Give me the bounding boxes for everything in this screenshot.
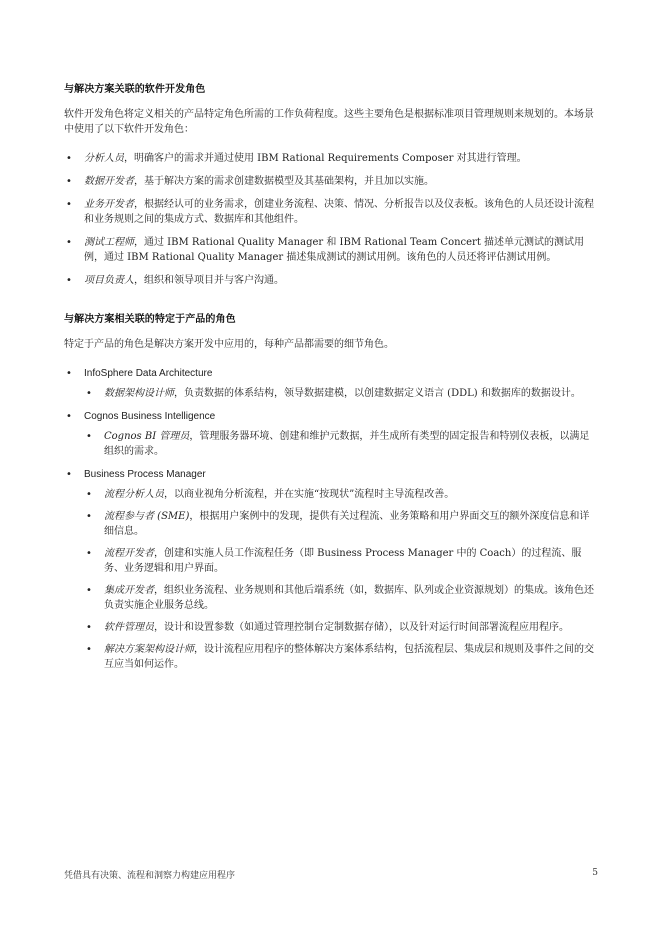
list-item <box>84 509 598 539</box>
role-name: 数据架构设计师 <box>104 388 174 399</box>
section-intro-product-roles: 特定于产品的角色是解决方案开发中应用的，每种产品都需要的细节角色。 <box>64 339 394 350</box>
footer-title: 凭借具有决策、流程和洞察力构建应用程序 <box>64 871 236 881</box>
list-item <box>84 642 598 672</box>
list-item <box>84 487 598 502</box>
product-item <box>64 467 598 672</box>
list-item <box>64 174 598 189</box>
role-name: 流程分析人员 <box>104 489 164 500</box>
role-description: ，根据用户案例中的发现，提供有关过程流、业务策略和用户界面交互的额外深度信息和详细信息。 <box>104 511 590 537</box>
product-item <box>64 366 598 401</box>
role-name: 流程开发者 <box>104 548 154 559</box>
role-description: ，组织和领导项目并与客户沟通。 <box>134 275 284 286</box>
role-description: ，以商业视角分析流程，并在实施“按现状”流程时主导流程改善。 <box>164 489 455 500</box>
role-description: ，设计流程应用程序的整体解决方案体系结构，包括流程层、集成层和规则及事件之间的交互应当如何运作。 <box>104 644 594 670</box>
product-name: Business Process Manager <box>84 469 206 480</box>
page-footer <box>64 868 598 881</box>
list-item <box>84 546 598 576</box>
role-name: 集成开发者 <box>104 585 154 596</box>
role-description: ，创建和实施人员工作流程任务（即 Business Process Manager 中的 Coach）的过程流、服务、业务逻辑和用户界面。 <box>104 548 582 574</box>
list-item <box>64 235 598 265</box>
list-item <box>64 151 598 166</box>
list-item <box>64 273 598 288</box>
role-name: 测试工程师 <box>84 237 134 248</box>
list-item <box>84 620 598 635</box>
role-description: ，负责数据的体系结构，领导数据建模，以创建数据定义语言 (DDL) 和数据库的数据设计。 <box>174 388 581 399</box>
role-name: 项目负责人 <box>84 275 134 286</box>
list-item <box>84 429 598 459</box>
dev-roles-list <box>64 151 598 288</box>
section-heading-dev-roles: 与解决方案关联的软件开发角色 <box>64 84 206 95</box>
role-description: ，明确客户的需求并通过使用 IBM Rational Requirements Composer 对其进行管理。 <box>124 153 527 164</box>
role-description: ，通过 IBM Rational Quality Manager 和 IBM Rational Team Concert 描述单元测试的测试用例，通过 IBM Rational Quality Manager 描述集成测试的测试用例。该角色的人员还将评估测试用例。 <box>84 237 585 263</box>
product-role-list <box>84 487 598 672</box>
role-description: ，根据经认可的业务需求，创建业务流程、决策、情况、分析报告以及仪表板。该角色的人员还设计流程和业务规则之间的集成方式、数据库和其他组件。 <box>84 199 594 225</box>
role-name: 软件管理员 <box>104 622 154 633</box>
role-name: 解决方案架构设计师 <box>104 644 194 655</box>
product-list <box>64 366 598 672</box>
section-intro-dev-roles: 软件开发角色将定义相关的产品特定角色所需的工作负荷程度。这些主要角色是根据标准项目管理规则来规划的。本场景中使用了以下软件开发角色： <box>64 109 594 135</box>
product-item <box>64 409 598 459</box>
list-item <box>84 583 598 613</box>
page-number: 5 <box>592 868 598 878</box>
list-item <box>84 386 598 401</box>
role-name: Cognos BI 管理员 <box>104 431 190 442</box>
role-description: ，管理服务器环境、创建和维护元数据，并生成所有类型的固定报告和特别仪表板，以满足组织的需求。 <box>104 431 590 457</box>
role-description: ，设计和设置参数（如通过管理控制台定制数据存储），以及针对运行时间部署流程应用程序。 <box>154 622 569 633</box>
role-description: ，基于解决方案的需求创建数据模型及其基础架构，并且加以实施。 <box>134 176 434 187</box>
section-heading-product-roles: 与解决方案相关联的特定于产品的角色 <box>64 314 236 325</box>
role-name: 业务开发者 <box>84 199 134 210</box>
product-role-list <box>84 386 598 401</box>
product-role-list <box>84 429 598 459</box>
role-name: 流程参与者 (SME) <box>104 511 190 522</box>
role-name: 分析人员 <box>84 153 124 164</box>
product-name: InfoSphere Data Architecture <box>84 368 213 379</box>
page-content <box>64 80 598 680</box>
product-name: Cognos Business Intelligence <box>84 411 216 422</box>
role-name: 数据开发者 <box>84 176 134 187</box>
role-description: ，组织业务流程、业务规则和其他后端系统（如，数据库、队列或企业资源规划）的集成。该角色还负责实施企业服务总线。 <box>104 585 594 611</box>
list-item <box>64 197 598 227</box>
product-roles-section <box>64 310 598 672</box>
